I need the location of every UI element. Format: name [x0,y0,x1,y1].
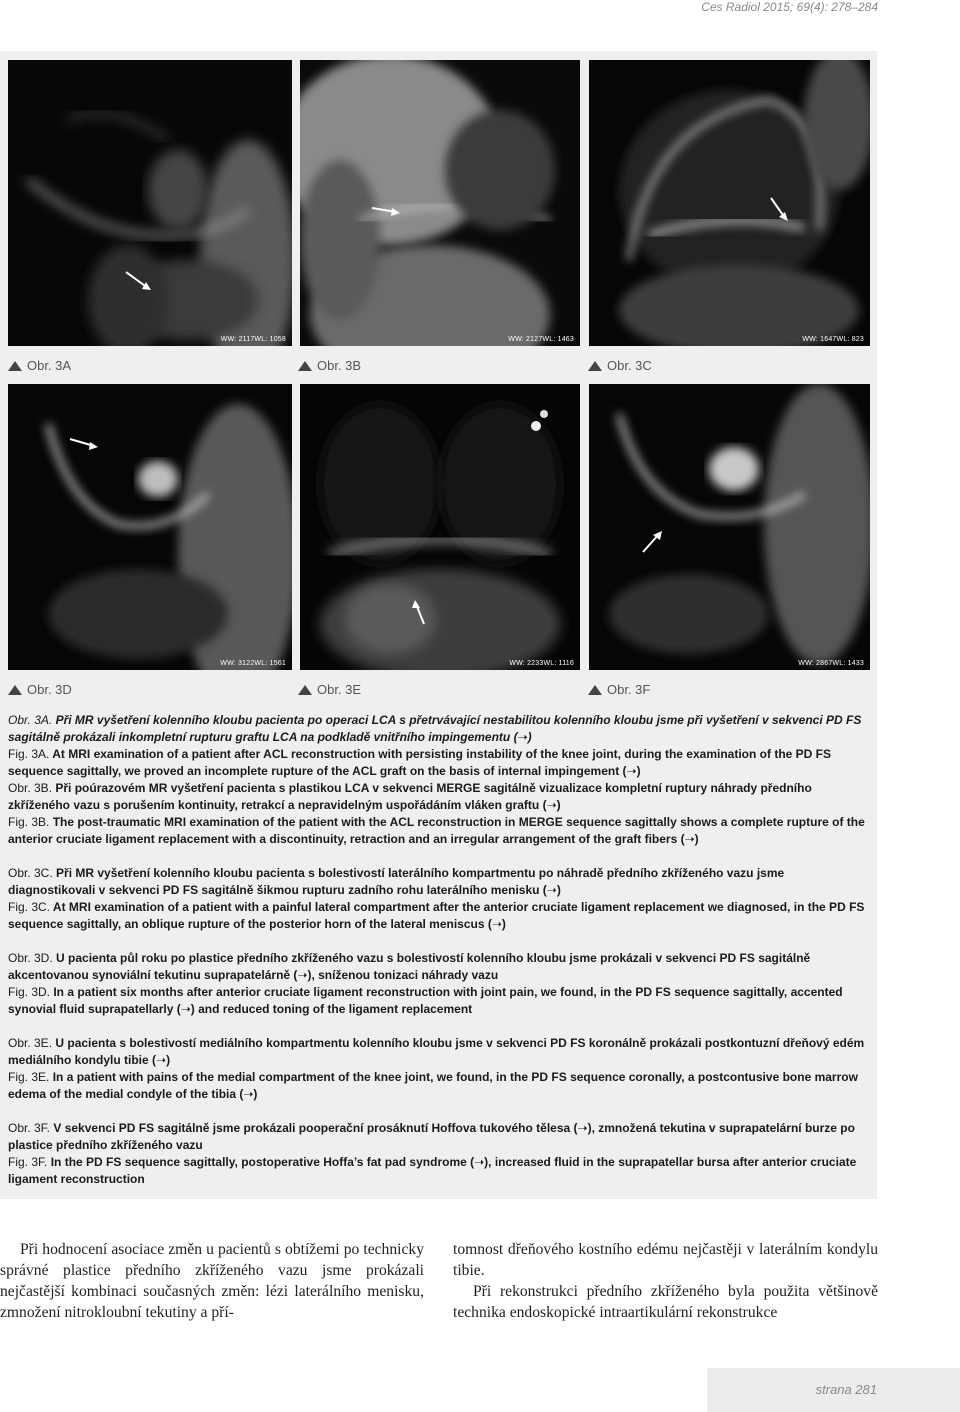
caption-3e-cz [8,1035,874,1069]
caption-text: V sekvenci PD FS sagitálně jsme prokázali pooperační prosáknutí Hoffova tukového tělesa (➝), zmnožená tekutina v suprapatelární burze po plastice předního zkříženého vazu [8,1121,855,1152]
triangle-marker-icon [298,361,312,371]
caption-3c-en [8,899,874,933]
mri-3b-graphic [300,60,580,346]
caption-text: In a patient with pains of the medial compartment of the knee joint, we found, in the PD FS sequence coronally, a postcontusive bone marrow edema of the medial condyle of the tibia (➝) [8,1070,858,1101]
caption-text: Při MR vyšetření kolenního kloubu pacienta po operaci LCA s přetrvávající nestabilitou kolenního kloubu jsme při vyšetření v sekvenci PD FS sagitálně prokázali inkompletní rupturu graftu LCA na podkladě vnitřního impingementu (➝) [8,713,862,744]
mri-3c-graphic [589,60,870,346]
caption-3c-cz [8,865,874,899]
caption-3f-cz [8,1120,874,1154]
wwwl-readout-3e: WW: 2233WL: 1116 [509,660,574,667]
mri-image-3a [8,60,292,346]
caption-code: Fig. 3B. [8,815,50,829]
mri-3e-graphic [300,384,580,670]
body-column-left [0,1239,424,1323]
caption-3b-en [8,814,874,848]
body-paragraph: tomnost dřeňového kostního edému nejčastěji v laterálním kondylu tibie. [453,1241,878,1279]
figure-label-3a [8,358,71,373]
mri-3a-graphic [8,60,292,346]
figure-label-3d-text: Obr. 3D [27,682,72,697]
wwwl-readout-3c: WW: 1647WL: 823 [802,336,864,343]
caption-code: Obr. 3D. [8,951,53,965]
caption-3f-en [8,1154,874,1188]
caption-code: Fig. 3F. [8,1155,48,1169]
caption-text: At MRI examination of a patient after ACL reconstruction with persisting instability of the knee joint, during the examination of the PD FS sequence sagittally, we proved an incomplete rupture of the ACL graft on the basis of internal impingement (➝) [8,747,831,778]
body-column-right [453,1239,878,1323]
caption-code: Fig. 3E. [8,1070,50,1084]
figure-label-3b-text: Obr. 3B [317,358,362,373]
wwwl-readout-3b: WW: 2127WL: 1463 [508,336,574,343]
figure-label-3c-text: Obr. 3C [607,358,652,373]
triangle-marker-icon [588,361,602,371]
wwwl-readout-3a: WW: 2117WL: 1058 [220,336,286,343]
figure-label-3f [588,682,650,697]
caption-code: Obr. 3C. [8,866,53,880]
figure-label-3e [298,682,361,697]
mri-image-3c [589,60,870,346]
caption-text: Při poúrazovém MR vyšetření pacienta s plastikou LCA v sekvenci MERGE sagitálně vizualizace kompletní ruptury náhrady předního zkříženého vazu s porušením kontinuity, retrakcí a nepravidelným uspořádáním vláken graftu (➝) [8,781,812,812]
triangle-marker-icon [298,685,312,695]
caption-text: U pacienta půl roku po plastice předního zkříženého vazu s bolestivostí kolenního kloubu jsme prokázali v sekvenci PD FS sagitálně akcentovanou synoviální tekutinu suprapatelárně (➝), sníženou tonizaci náhrady vazu [8,951,811,982]
body-paragraph: Při rekonstrukci předního zkříženého byla použita většinově technika endoskopické intraartikulární rekonstrukce [453,1283,878,1321]
caption-3b-cz [8,780,874,814]
figure-label-3d [8,682,72,697]
caption-code: Obr. 3A. [8,713,53,727]
caption-text: At MRI examination of a patient with a painful lateral compartment after the anterior cruciate ligament replacement we diagnosed, in the PD FS sequence sagittally, an oblique rupture of the posterior horn of the lateral meniscus (➝) [8,900,865,931]
figure-label-3b [298,358,361,373]
wwwl-readout-3d: WW: 3122WL: 1561 [220,660,286,667]
page-number: strana 281 [815,1382,877,1397]
caption-code: Obr. 3E. [8,1036,53,1050]
figure-captions [8,712,874,1188]
mri-image-3b [300,60,580,346]
caption-code: Fig. 3D. [8,985,51,999]
caption-text: U pacienta s bolestivostí mediálního kompartmentu kolenního kloubu jsme v sekvenci PD FS koronálně prokázali postkontuzní dřeňový edém mediálního kondylu tibie (➝) [8,1036,865,1067]
wwwl-readout-3f: WW: 2867WL: 1433 [798,660,864,667]
caption-text: Při MR vyšetření kolenního kloubu pacienta s bolestivostí laterálního kompartmentu po náhradě předního zkříženého vazu jsme diagnostikovali v sekvenci PD FS sagitálně šikmou rupturu zadního rohu laterálního menisku (➝) [8,866,785,897]
triangle-marker-icon [588,685,602,695]
caption-code: Obr. 3F. [8,1121,51,1135]
figure-label-3c [588,358,652,373]
journal-reference: Ces Radiol 2015; 69(4): 278–284 [701,0,878,14]
mri-image-3e [300,384,580,670]
mri-3d-graphic [8,384,292,670]
caption-code: Obr. 3B. [8,781,53,795]
figure-label-3e-text: Obr. 3E [317,682,362,697]
caption-3d-cz [8,950,874,984]
mri-3f-graphic [589,384,870,670]
triangle-marker-icon [8,685,22,695]
caption-3e-en [8,1069,874,1103]
figure-label-3f-text: Obr. 3F [607,682,651,697]
caption-3a-en [8,746,874,780]
caption-text: In the PD FS sequence sagittally, postoperative Hoffa’s fat pad syndrome (➝), increased fluid in the suprapatellar bursa after anterior cruciate ligament reconstruction [8,1155,857,1186]
caption-3d-en [8,984,874,1018]
caption-text: In a patient six months after anterior cruciate ligament reconstruction with joint pain, we found, in the PD FS sequence sagittally, accented synovial fluid suprapatellarly (➝) and reduced toning of the ligament replacement [8,985,843,1016]
body-paragraph: Při hodnocení asociace změn u pacientů s obtížemi po technicky správné plastice předního zkříženého vazu jsme prokázali nejčastější kombinaci současných změn: lézi laterálního menisku, zmnožení nitrokloubní tekutiny a pří- [0,1241,424,1321]
caption-3a-cz [8,712,874,746]
caption-code: Fig. 3A. [8,747,50,761]
triangle-marker-icon [8,361,22,371]
mri-image-3d [8,384,292,670]
figure-label-3a-text: Obr. 3A [27,358,72,373]
caption-code: Fig. 3C. [8,900,51,914]
mri-image-3f [589,384,870,670]
caption-text: The post-traumatic MRI examination of the patient with the ACL reconstruction in MERGE sequence sagittally shows a complete rupture of the anterior cruciate ligament replacement with a discontinuity, retraction and an irregular arrangement of the graft fibers (➝) [8,815,865,846]
